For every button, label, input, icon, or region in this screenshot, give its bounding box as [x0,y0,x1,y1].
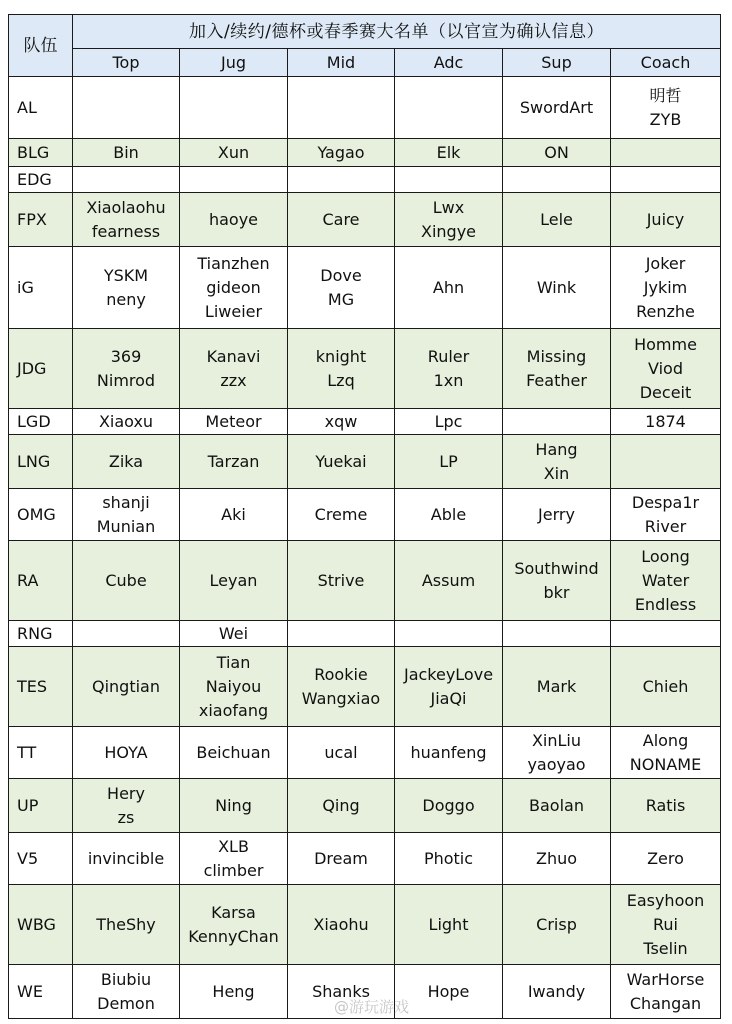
cell-coach: 1874 [611,409,721,435]
position-header-coach: Coach [611,49,721,77]
cell-sup [503,621,611,647]
cell-jug: Tarzan [180,435,288,489]
cell-coach: Loong Water Endless [611,541,721,621]
cell-sup: SwordArt [503,77,611,139]
cell-adc [395,621,503,647]
cell-sup [503,167,611,193]
cell-sup: Jerry [503,489,611,541]
cell-top: Hery zs [73,779,180,833]
cell-adc: Lpc [395,409,503,435]
position-header-sup: Sup [503,49,611,77]
cell-top: Qingtian [73,647,180,727]
cell-adc [395,167,503,193]
cell-mid: Yuekai [288,435,395,489]
cell-coach [611,139,721,167]
cell-jug [180,167,288,193]
cell-mid [288,167,395,193]
cell-mid: Rookie Wangxiao [288,647,395,727]
cell-sup: Southwind bkr [503,541,611,621]
team-name: TES [9,647,73,727]
cell-coach [611,621,721,647]
table-row [9,409,721,435]
cell-jug: Beichuan [180,727,288,779]
position-header-jug: Jug [180,49,288,77]
cell-jug: Kanavi zzx [180,329,288,409]
table-row [9,727,721,779]
cell-jug: Leyan [180,541,288,621]
cell-sup: XinLiu yaoyao [503,727,611,779]
team-name: LGD [9,409,73,435]
team-name: RNG [9,621,73,647]
cell-mid: Dove MG [288,247,395,329]
team-name: BLG [9,139,73,167]
team-name: LNG [9,435,73,489]
cell-top: TheShy [73,885,180,965]
cell-sup: Lele [503,193,611,247]
cell-jug: Aki [180,489,288,541]
cell-top: Zika [73,435,180,489]
cell-coach [611,167,721,193]
table-row [9,193,721,247]
cell-adc: LP [395,435,503,489]
cell-mid: Shanks [288,965,395,1019]
cell-adc: Hope [395,965,503,1019]
cell-top [73,621,180,647]
cell-adc: Lwx Xingye [395,193,503,247]
cell-mid: Xiaohu [288,885,395,965]
cell-top: invincible [73,833,180,885]
position-header-adc: Adc [395,49,503,77]
cell-sup: Crisp [503,885,611,965]
cell-mid: Strive [288,541,395,621]
position-header-mid: Mid [288,49,395,77]
cell-sup: Wink [503,247,611,329]
cell-coach: Along NONAME [611,727,721,779]
position-header-top: Top [73,49,180,77]
cell-coach: Chieh [611,647,721,727]
cell-sup: Missing Feather [503,329,611,409]
cell-jug: XLB climber [180,833,288,885]
cell-top: 369 Nimrod [73,329,180,409]
cell-top [73,77,180,139]
cell-adc [395,77,503,139]
cell-top: HOYA [73,727,180,779]
cell-coach: 明哲 ZYB [611,77,721,139]
table-row [9,329,721,409]
cell-coach: Easyhoon Rui Tselin [611,885,721,965]
cell-mid: ucal [288,727,395,779]
cell-top: Biubiu Demon [73,965,180,1019]
cell-jug: haoye [180,193,288,247]
cell-coach: WarHorse Changan [611,965,721,1019]
team-name: WBG [9,885,73,965]
cell-mid: Creme [288,489,395,541]
cell-adc: Light [395,885,503,965]
cell-top: Cube [73,541,180,621]
watermark: @游玩游戏 [334,998,410,1016]
team-name: WE [9,965,73,1019]
team-name: FPX [9,193,73,247]
table-title: 加入/续约/德杯或春季赛大名单（以官宣为确认信息） [73,15,721,49]
team-name: JDG [9,329,73,409]
cell-adc: Ruler 1xn [395,329,503,409]
cell-coach [611,435,721,489]
team-name: EDG [9,167,73,193]
team-name: RA [9,541,73,621]
team-name: TT [9,727,73,779]
cell-mid [288,77,395,139]
cell-coach: Zero [611,833,721,885]
cell-sup: Hang Xin [503,435,611,489]
cell-coach: Juicy [611,193,721,247]
table-row [9,247,721,329]
cell-mid: xqw [288,409,395,435]
cell-jug: Tianzhen gideon Liweier [180,247,288,329]
cell-mid: Care [288,193,395,247]
cell-top: Xiaolaohu fearness [73,193,180,247]
cell-jug [180,77,288,139]
cell-mid: Dream [288,833,395,885]
table-row [9,489,721,541]
cell-sup: Mark [503,647,611,727]
table-row [9,167,721,193]
team-name: OMG [9,489,73,541]
table-row [9,779,721,833]
team-column-header: 队伍 [9,15,73,77]
cell-jug: Tian Naiyou xiaofang [180,647,288,727]
cell-mid: knight Lzq [288,329,395,409]
header-row-title [9,15,721,49]
cell-top: YSKM neny [73,247,180,329]
table-row [9,541,721,621]
cell-adc: Photic [395,833,503,885]
cell-top: Xiaoxu [73,409,180,435]
cell-mid: Yagao [288,139,395,167]
cell-jug: Meteor [180,409,288,435]
cell-mid: Qing [288,779,395,833]
cell-coach: Joker Jykim Renzhe [611,247,721,329]
team-name: V5 [9,833,73,885]
cell-jug: Heng [180,965,288,1019]
cell-adc: Able [395,489,503,541]
roster-table [8,14,721,1019]
header-row-positions [9,49,721,77]
cell-adc: Ahn [395,247,503,329]
team-name: iG [9,247,73,329]
cell-jug: Xun [180,139,288,167]
table-row [9,435,721,489]
cell-top [73,167,180,193]
cell-sup: ON [503,139,611,167]
table-row [9,647,721,727]
cell-sup: Baolan [503,779,611,833]
cell-jug: Ning [180,779,288,833]
cell-jug: Wei [180,621,288,647]
cell-sup: Zhuo [503,833,611,885]
cell-adc: Elk [395,139,503,167]
cell-adc: huanfeng [395,727,503,779]
cell-mid [288,621,395,647]
table-row [9,833,721,885]
cell-top: Bin [73,139,180,167]
table-row [9,621,721,647]
team-name: UP [9,779,73,833]
table-row [9,885,721,965]
cell-coach: Despa1r River [611,489,721,541]
team-name: AL [9,77,73,139]
table-row [9,139,721,167]
cell-sup: Iwandy [503,965,611,1019]
cell-coach: Ratis [611,779,721,833]
cell-sup [503,409,611,435]
cell-adc: Assum [395,541,503,621]
cell-top: shanji Munian [73,489,180,541]
cell-adc: JackeyLove JiaQi [395,647,503,727]
cell-jug: Karsa KennyChan [180,885,288,965]
cell-coach: Homme Viod Deceit [611,329,721,409]
table-row [9,77,721,139]
cell-adc: Doggo [395,779,503,833]
